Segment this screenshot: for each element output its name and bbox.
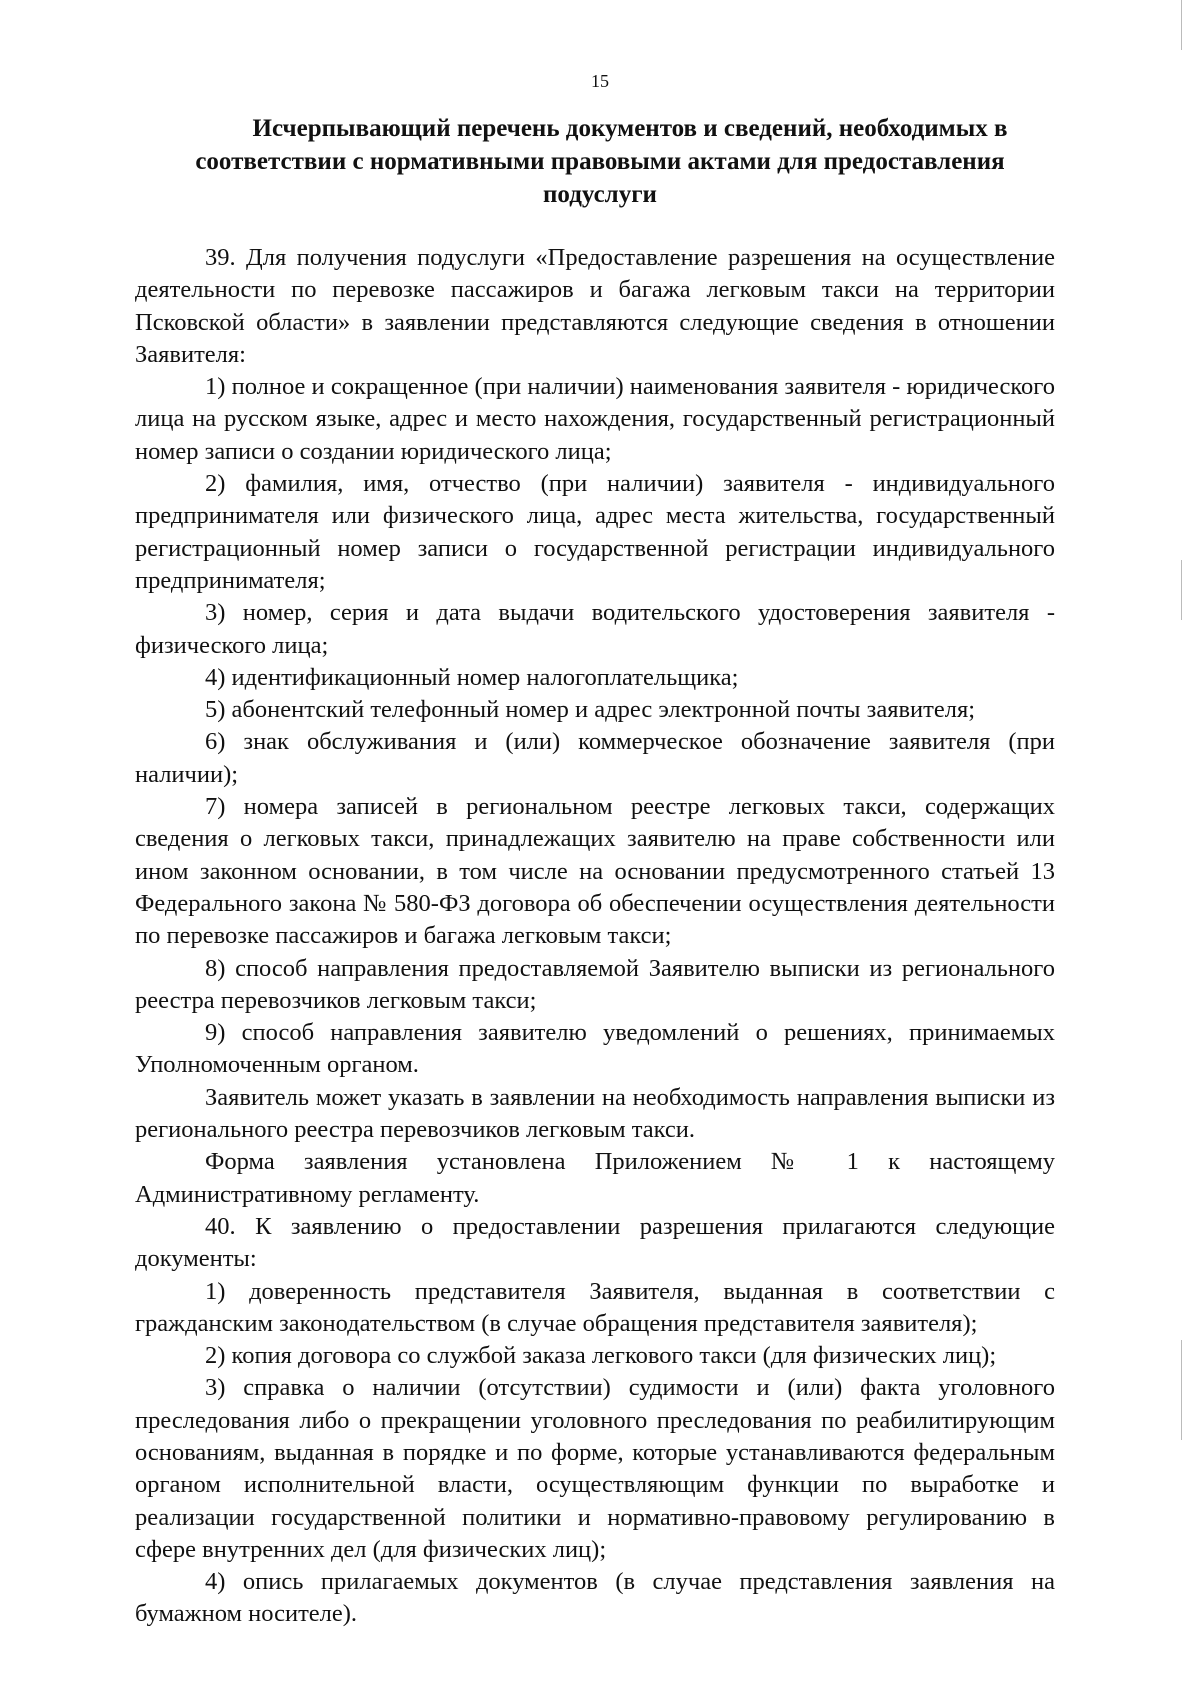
list-item: 1) полное и сокращенное (при наличии) наименования заявителя - юридического лица на русском языке, адрес и место нахождения, государственный регистрационный номер записи о создании юридического лица; — [135, 373, 1055, 465]
section-title — [180, 112, 1020, 211]
list-item: 3) номер, серия и дата выдачи водительского удостоверения заявителя - физического лица; — [135, 599, 1055, 659]
paragraph-39-intro: 39. Для получения подуслуги «Предоставление разрешения на осуществление деятельности по перевозке пассажиров и багажа легковым такси на территории Псковской области» в заявлении представляются следующие сведения в отношении Заявителя: — [135, 244, 1055, 368]
list-item: 4) идентификационный номер налогоплательщика; — [205, 663, 739, 691]
list-item: 2) копия договора со службой заказа легкового такси (для физических лиц); — [205, 1342, 997, 1370]
title-line: соответствии с нормативными правовыми актами для предоставления — [195, 148, 1005, 175]
paragraph-40-intro: 40. К заявлению о предоставлении разрешения прилагаются следующие документы: — [135, 1212, 1055, 1273]
list-item: 6) знак обслуживания и (или) коммерческое обозначение заявителя (при наличии); — [135, 728, 1055, 788]
list-item: 9) способ направления заявителю уведомлений о решениях, принимаемых Уполномоченным органом. — [135, 1019, 1055, 1079]
document-body — [135, 242, 1055, 1631]
list-item: 2) фамилия, имя, отчество (при наличии) заявителя - индивидуального предпринимателя или физического лица, адрес места жительства, государственный регистрационный номер записи о государственной регистрации индивидуального предпринимателя; — [135, 470, 1055, 594]
title-line: Исчерпывающий перечень документов и сведений, необходимых в — [252, 115, 1008, 142]
page-number: 15 — [591, 71, 609, 91]
list-item: 5) абонентский телефонный номер и адрес электронной почты заявителя; — [205, 696, 976, 724]
list-item: 1) доверенность представителя Заявителя, выданная в соответствии с гражданским законодательством (в случае обращения представителя заявителя); — [135, 1277, 1055, 1337]
paragraph: Заявитель может указать в заявлении на необходимость направления выписки из регионального реестра перевозчиков легковым такси. — [135, 1083, 1055, 1144]
title-line: подуслуги — [543, 181, 657, 208]
scan-edge-mark — [1181, 560, 1182, 620]
paragraph: Форма заявления установлена Приложением № 1 к настоящему Административному регламенту. — [135, 1148, 1055, 1208]
list-item: 3) справка о наличии (отсутствии) судимости и (или) факта уголовного преследования либо о прекращении уголовного преследования по реабилитирующим основаниям, выданная в порядке и по форме, которые устанавливаются федеральным органом исполнительной власти, осуществляющим функции по выработке и реализации государственной политики и нормативно-правовому регулированию в сфере внутренних дел (для физических лиц); — [135, 1374, 1055, 1563]
list-item: 7) номера записей в региональном реестре легковых такси, содержащих сведения о легковых такси, принадлежащих заявителю на праве собственности или ином законном основании, в том числе на основании предусмотренного статьей 13 Федерального закона № 580-ФЗ договора об обеспечении осуществления деятельности по перевозке пассажиров и багажа легковым такси; — [135, 793, 1055, 950]
scan-edge-mark — [1181, 0, 1182, 50]
list-item: 4) опись прилагаемых документов (в случае представления заявления на бумажном носителе). — [135, 1568, 1055, 1628]
scan-edge-mark — [1181, 1340, 1182, 1440]
list-item: 8) способ направления предоставляемой Заявителю выписки из регионального реестра перевозчиков легковым такси; — [135, 954, 1055, 1014]
